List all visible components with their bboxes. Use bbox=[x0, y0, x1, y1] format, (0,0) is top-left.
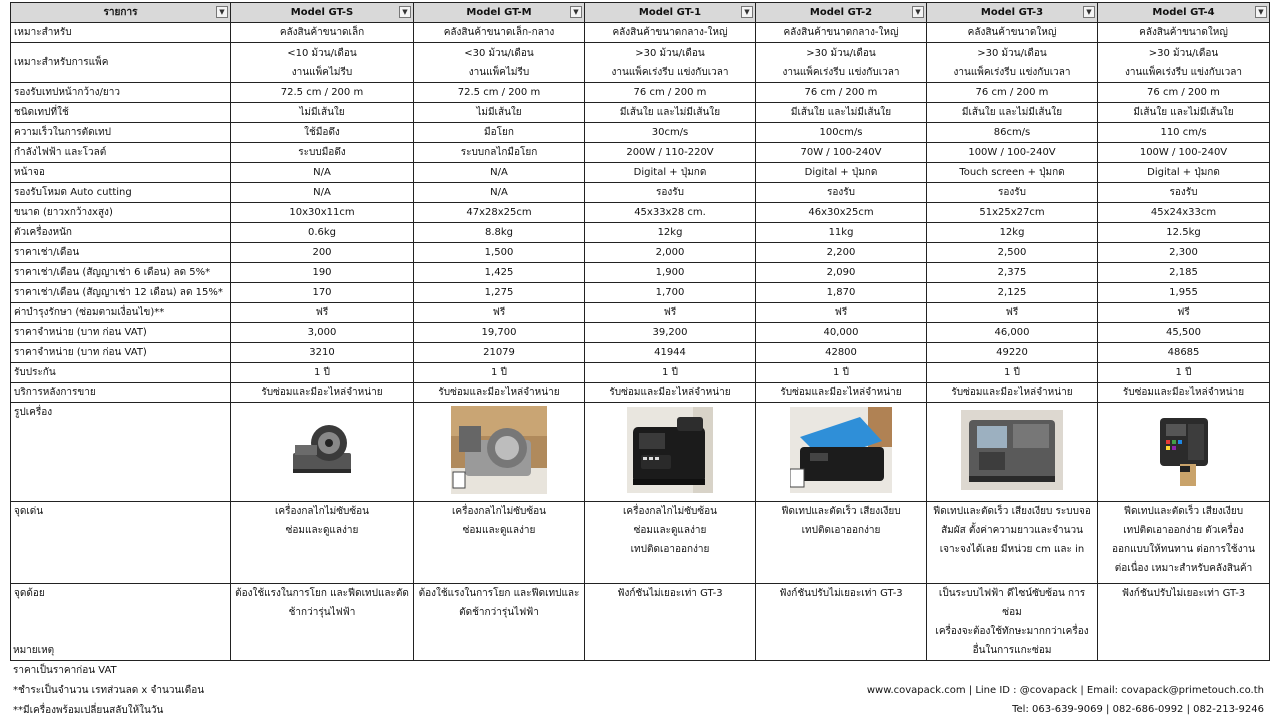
spec-cell: รับซ่อมและมีอะไหล่จำหน่าย bbox=[585, 383, 756, 403]
gt-4-dispenser-image bbox=[1152, 410, 1216, 490]
row-label: กำลังไฟฟ้า และโวลต์ bbox=[11, 143, 231, 163]
spec-cell bbox=[927, 43, 1098, 83]
spec-cell bbox=[585, 43, 756, 83]
spec-row bbox=[11, 303, 1270, 323]
row-label: ขนาด (ยาวxกว้างxสูง) bbox=[11, 203, 231, 223]
filter-dropdown-icon[interactable]: ▼ bbox=[216, 6, 228, 18]
cell-line: >30 ม้วน/เดือน bbox=[806, 47, 876, 59]
cell-line: ฟังก์ชันปรับไม่เยอะเท่า GT-3 bbox=[1121, 588, 1246, 599]
row-label: ชนิดเทปที่ใช้ bbox=[11, 103, 231, 123]
note-line: *ชำระเป็นจำนวน เรทส่วนลด x จำนวนเดือน bbox=[13, 685, 205, 696]
spec-cell: 49220 bbox=[927, 343, 1098, 363]
cell-line: ฟีดเทปและตัดเร็ว เสียงเงียบ ระบบจอ bbox=[933, 506, 1091, 517]
spec-cell: 10x30x11cm bbox=[231, 203, 414, 223]
spec-cell: 1,275 bbox=[414, 283, 585, 303]
spec-row bbox=[11, 123, 1270, 143]
spec-cell: 1 ปี bbox=[756, 363, 927, 383]
spec-cell: ฟรี bbox=[231, 303, 414, 323]
spec-cell: คลังสินค้าขนาดกลาง-ใหญ่ bbox=[756, 23, 927, 43]
cell-line: งานแพ็คเร่งรีบ แข่งกับเวลา bbox=[782, 66, 900, 78]
cell-line: เทปติดเอาออกง่าย bbox=[630, 544, 710, 555]
spec-cell: คลังสินค้าขนาดใหญ่ bbox=[1098, 23, 1270, 43]
gt-3-dispenser-image bbox=[961, 410, 1063, 490]
cell-line: ต่อเนื่อง เหมาะสำหรับคลังสินค้า bbox=[1114, 563, 1253, 574]
spec-row bbox=[11, 103, 1270, 123]
note-line: ราคาเป็นราคาก่อน VAT bbox=[13, 665, 117, 676]
cell-line: เจาะจงได้เลย มีหน่วย cm และ in bbox=[939, 544, 1085, 555]
spec-row bbox=[11, 223, 1270, 243]
cell-line: เครื่องจะต้องใช้ทักษะมากกว่าเครื่อง bbox=[935, 626, 1089, 637]
spec-cell: 1,870 bbox=[756, 283, 927, 303]
spec-cell: 1 ปี bbox=[927, 363, 1098, 383]
spec-cell: 1,955 bbox=[1098, 283, 1270, 303]
spec-cell: ระบบกลไกมือโยก bbox=[414, 143, 585, 163]
cell-line: เทปติดเอาออกง่าย ตัวเครื่อง bbox=[1123, 525, 1244, 536]
spec-cell: มีเส้นใย และไม่มีเส้นใย bbox=[756, 103, 927, 123]
spec-cell: ไม่มีเส้นใย bbox=[231, 103, 414, 123]
spec-cell: 200W / 110-220V bbox=[585, 143, 756, 163]
highlight-cell bbox=[585, 502, 756, 584]
spec-cell: 100cm/s bbox=[756, 123, 927, 143]
row-label: ราคาจำหน่าย (บาท ก่อน VAT) bbox=[11, 323, 231, 343]
drawback-cell bbox=[414, 584, 585, 661]
spec-cell: 48685 bbox=[1098, 343, 1270, 363]
spec-row bbox=[11, 343, 1270, 363]
spec-cell: มีเส้นใย และไม่มีเส้นใย bbox=[927, 103, 1098, 123]
spec-cell: 12kg bbox=[927, 223, 1098, 243]
spec-row bbox=[11, 43, 1270, 83]
machine-image-cell bbox=[756, 403, 927, 502]
cell-line: เครื่องกลไกไม่ซับซ้อน bbox=[274, 506, 370, 517]
spec-cell: N/A bbox=[414, 183, 585, 203]
row-label: รองรับโหมด Auto cutting bbox=[11, 183, 231, 203]
spec-cell: 200 bbox=[231, 243, 414, 263]
spec-cell: ฟรี bbox=[585, 303, 756, 323]
spec-cell: รับซ่อมและมีอะไหล่จำหน่าย bbox=[231, 383, 414, 403]
spec-row bbox=[11, 163, 1270, 183]
gt-2-dispenser-image bbox=[790, 407, 892, 493]
header-model: Model GT-S ▼ bbox=[231, 3, 414, 23]
spec-cell: ฟรี bbox=[1098, 303, 1270, 323]
spec-cell: คลังสินค้าขนาดใหญ่ bbox=[927, 23, 1098, 43]
spec-cell: 51x25x27cm bbox=[927, 203, 1098, 223]
spec-cell: 76 cm / 200 m bbox=[927, 83, 1098, 103]
spec-cell: รับซ่อมและมีอะไหล่จำหน่าย bbox=[756, 383, 927, 403]
spec-cell: 100W / 100-240V bbox=[927, 143, 1098, 163]
spec-cell: N/A bbox=[231, 163, 414, 183]
gt-1-dispenser-image bbox=[627, 407, 713, 493]
cell-line: งานแพ็คเร่งรีบ แข่งกับเวลา bbox=[611, 66, 729, 78]
filter-dropdown-icon[interactable]: ▼ bbox=[1255, 6, 1267, 18]
highlight-cell bbox=[1098, 502, 1270, 584]
spec-row bbox=[11, 383, 1270, 403]
cell-line: งานแพ็คเร่งรีบ แข่งกับเวลา bbox=[1125, 66, 1242, 78]
cell-line: >30 ม้วน/เดือน bbox=[1148, 47, 1219, 59]
cell-line: <30 ม้วน/เดือน bbox=[464, 47, 534, 59]
spec-cell: 39,200 bbox=[585, 323, 756, 343]
spec-cell: 2,000 bbox=[585, 243, 756, 263]
spec-cell: 2,200 bbox=[756, 243, 927, 263]
spec-cell: N/A bbox=[414, 163, 585, 183]
row-label: จุดด้อย bbox=[11, 584, 231, 661]
spec-cell: 41944 bbox=[585, 343, 756, 363]
spec-cell: 11kg bbox=[756, 223, 927, 243]
spec-cell: รับซ่อมและมีอะไหล่จำหน่าย bbox=[927, 383, 1098, 403]
notes-block bbox=[13, 641, 204, 721]
cell-line: เป็นระบบไฟฟ้า ดีไซน์ซับซ้อน การซ่อม bbox=[938, 588, 1086, 618]
spec-row bbox=[11, 83, 1270, 103]
cell-line: เครื่องกลไกไม่ซับซ้อน bbox=[451, 506, 547, 517]
cell-line: ช้ากว่ารุ่นไฟฟ้า bbox=[288, 607, 356, 618]
drawback-cell bbox=[756, 584, 927, 661]
spec-cell: 19,700 bbox=[414, 323, 585, 343]
spec-cell bbox=[1098, 43, 1270, 83]
machine-image-cell bbox=[1098, 403, 1270, 502]
row-label: หน้าจอ bbox=[11, 163, 231, 183]
spec-cell: คลังสินค้าขนาดกลาง-ใหญ่ bbox=[585, 23, 756, 43]
row-label: บริการหลังการขาย bbox=[11, 383, 231, 403]
spec-cell: 1,500 bbox=[414, 243, 585, 263]
spec-cell: 76 cm / 200 m bbox=[1098, 83, 1270, 103]
spec-cell: 72.5 cm / 200 m bbox=[414, 83, 585, 103]
machine-image-row bbox=[11, 403, 1270, 502]
row-label: เหมาะสำหรับการแพ็ค bbox=[11, 43, 231, 83]
contact-block bbox=[867, 681, 1264, 719]
spec-cell: 1,425 bbox=[414, 263, 585, 283]
cell-line: อื่นในการแกะซ่อม bbox=[972, 645, 1052, 656]
spec-row bbox=[11, 243, 1270, 263]
cell-line: ออกแบบให้ทนทาน ต่อการใช้งาน bbox=[1112, 544, 1255, 555]
spec-cell: Digital + ปุ่มกด bbox=[1098, 163, 1270, 183]
spec-cell: ฟรี bbox=[414, 303, 585, 323]
cell-line: ฟังก์ชันปรับไม่เยอะเท่า GT-3 bbox=[779, 588, 903, 599]
note-line: **มีเครื่องพร้อมเปลี่ยนสลับให้ในวัน bbox=[13, 705, 164, 716]
cell-line: ต้องใช้แรงในการโยก และฟีดเทปและตัด bbox=[235, 588, 409, 599]
row-label: รูปเครื่อง bbox=[11, 403, 231, 502]
spec-cell: 110 cm/s bbox=[1098, 123, 1270, 143]
cell-line: สัมผัส ตั้งค่าความยาวและจำนวน bbox=[941, 525, 1083, 536]
spec-cell: 86cm/s bbox=[927, 123, 1098, 143]
highlight-cell bbox=[756, 502, 927, 584]
spec-row bbox=[11, 203, 1270, 223]
spec-cell: 70W / 100-240V bbox=[756, 143, 927, 163]
cell-line: <10 ม้วน/เดือน bbox=[287, 47, 357, 59]
spec-cell: คลังสินค้าขนาดเล็ก bbox=[231, 23, 414, 43]
row-label: ตัวเครื่องหนัก bbox=[11, 223, 231, 243]
comparison-table bbox=[10, 2, 1270, 661]
drawback-cell bbox=[231, 584, 414, 661]
header-model: Model GT-1 ▼ bbox=[585, 3, 756, 23]
cell-line: ฟังก์ชันไม่เยอะเท่า GT-3 bbox=[617, 588, 723, 599]
spec-cell: 3,000 bbox=[231, 323, 414, 343]
spec-cell: 46,000 bbox=[927, 323, 1098, 343]
drawback-cell bbox=[585, 584, 756, 661]
spec-row bbox=[11, 363, 1270, 383]
spec-cell: 2,300 bbox=[1098, 243, 1270, 263]
spec-cell: 170 bbox=[231, 283, 414, 303]
filter-dropdown-icon[interactable]: ▼ bbox=[1083, 6, 1095, 18]
spec-cell: รองรับ bbox=[927, 183, 1098, 203]
row-label: ราคาเช่า/เดือน (สัญญาเช่า 6 เดือน) ลด 5%* bbox=[11, 263, 231, 283]
cell-line: งานแพ็คไม่รีบ bbox=[468, 66, 530, 78]
spec-cell: 12.5kg bbox=[1098, 223, 1270, 243]
header-model: Model GT-M ▼ bbox=[414, 3, 585, 23]
cell-line: ซ่อมและดูแลง่าย bbox=[285, 525, 359, 536]
filter-dropdown-icon[interactable]: ▼ bbox=[399, 6, 411, 18]
filter-dropdown-icon[interactable]: ▼ bbox=[912, 6, 924, 18]
spec-cell: 2,375 bbox=[927, 263, 1098, 283]
filter-dropdown-icon[interactable]: ▼ bbox=[570, 6, 582, 18]
spec-cell: 40,000 bbox=[756, 323, 927, 343]
spec-cell: 100W / 100-240V bbox=[1098, 143, 1270, 163]
gt-s-dispenser-image bbox=[287, 415, 357, 485]
spec-cell: 2,185 bbox=[1098, 263, 1270, 283]
row-label: รองรับเทปหน้ากว้าง/ยาว bbox=[11, 83, 231, 103]
row-label: เหมาะสำหรับ bbox=[11, 23, 231, 43]
gt-m-dispenser-image bbox=[451, 406, 547, 494]
spec-cell: 1,700 bbox=[585, 283, 756, 303]
spec-row bbox=[11, 143, 1270, 163]
spec-cell: 42800 bbox=[756, 343, 927, 363]
spec-cell: 1 ปี bbox=[414, 363, 585, 383]
spec-cell: 0.6kg bbox=[231, 223, 414, 243]
row-label: ราคาเช่า/เดือน bbox=[11, 243, 231, 263]
spec-cell: N/A bbox=[231, 183, 414, 203]
row-label: จุดเด่น bbox=[11, 502, 231, 584]
spec-cell: Digital + ปุ่มกด bbox=[585, 163, 756, 183]
spec-cell: 46x30x25cm bbox=[756, 203, 927, 223]
header-model: Model GT-2 ▼ bbox=[756, 3, 927, 23]
spec-cell bbox=[414, 43, 585, 83]
spec-cell: 45,500 bbox=[1098, 323, 1270, 343]
spec-row bbox=[11, 183, 1270, 203]
highlights-row bbox=[11, 502, 1270, 584]
cell-line: >30 ม้วน/เดือน bbox=[977, 47, 1047, 59]
machine-image-cell bbox=[414, 403, 585, 502]
header-label: รายการ ▼ bbox=[11, 3, 231, 23]
spec-cell: คลังสินค้าขนาดเล็ก-กลาง bbox=[414, 23, 585, 43]
spec-cell: 2,125 bbox=[927, 283, 1098, 303]
spec-cell: ฟรี bbox=[927, 303, 1098, 323]
spec-cell: รองรับ bbox=[585, 183, 756, 203]
spec-cell: 8.8kg bbox=[414, 223, 585, 243]
cell-line: งานแพ็คเร่งรีบ แข่งกับเวลา bbox=[953, 66, 1071, 78]
spec-row bbox=[11, 323, 1270, 343]
machine-image-cell bbox=[927, 403, 1098, 502]
drawback-cell bbox=[927, 584, 1098, 661]
header-model: Model GT-3 ▼ bbox=[927, 3, 1098, 23]
highlight-cell bbox=[414, 502, 585, 584]
spec-cell: 3210 bbox=[231, 343, 414, 363]
spec-cell: 30cm/s bbox=[585, 123, 756, 143]
cell-line: ต้องใช้แรงในการโยก และฟีดเทปและ bbox=[418, 588, 580, 599]
spec-row bbox=[11, 283, 1270, 303]
contact-tel-line: Tel: 063-639-9069 | 082-686-0992 | 082-213-9246 bbox=[1012, 704, 1264, 715]
spec-cell: รับซ่อมและมีอะไหล่จำหน่าย bbox=[1098, 383, 1270, 403]
cell-line: ฟีดเทปและตัดเร็ว เสียงเงียบ bbox=[1123, 506, 1244, 517]
spec-cell: Touch screen + ปุ่มกด bbox=[927, 163, 1098, 183]
spec-cell: 1,900 bbox=[585, 263, 756, 283]
spec-cell: 190 bbox=[231, 263, 414, 283]
spec-cell: 2,500 bbox=[927, 243, 1098, 263]
header-model: Model GT-4 ▼ bbox=[1098, 3, 1270, 23]
highlight-cell bbox=[927, 502, 1098, 584]
spec-cell: 1 ปี bbox=[1098, 363, 1270, 383]
cell-line: ซ่อมและดูแลง่าย bbox=[633, 525, 707, 536]
spec-cell: 1 ปี bbox=[585, 363, 756, 383]
row-label: ความเร็วในการตัดเทป bbox=[11, 123, 231, 143]
spec-cell: 45x33x28 cm. bbox=[585, 203, 756, 223]
spec-cell: มีเส้นใย และไม่มีเส้นใย bbox=[1098, 103, 1270, 123]
spec-cell: 72.5 cm / 200 m bbox=[231, 83, 414, 103]
row-label: รับประกัน bbox=[11, 363, 231, 383]
cell-line: เครื่องกลไกไม่ซับซ้อน bbox=[622, 506, 718, 517]
row-label: ค่าบำรุงรักษา (ซ่อมตามเงื่อนไข)** bbox=[11, 303, 231, 323]
cell-line: ซ่อมและดูแลง่าย bbox=[462, 525, 536, 536]
spec-cell: 76 cm / 200 m bbox=[756, 83, 927, 103]
spec-row bbox=[11, 23, 1270, 43]
spec-cell: ใช้มือดึง bbox=[231, 123, 414, 143]
spec-cell: 76 cm / 200 m bbox=[585, 83, 756, 103]
spec-cell: 12kg bbox=[585, 223, 756, 243]
row-label: ราคาเช่า/เดือน (สัญญาเช่า 12 เดือน) ลด 15%* bbox=[11, 283, 231, 303]
spec-cell: รองรับ bbox=[1098, 183, 1270, 203]
contact-web-line: www.covapack.com | Line ID : @covapack | Email: covapack@primetouch.co.th bbox=[866, 685, 1264, 696]
cell-line: >30 ม้วน/เดือน bbox=[635, 47, 705, 59]
machine-image-cell bbox=[231, 403, 414, 502]
highlight-cell bbox=[231, 502, 414, 584]
spec-cell: 45x24x33cm bbox=[1098, 203, 1270, 223]
spec-cell: Digital + ปุ่มกด bbox=[756, 163, 927, 183]
spec-cell: 2,090 bbox=[756, 263, 927, 283]
spec-row bbox=[11, 263, 1270, 283]
spec-cell: ระบบมือดึง bbox=[231, 143, 414, 163]
spec-cell: มือโยก bbox=[414, 123, 585, 143]
cell-line: ตัดช้ากว่ารุ่นไฟฟ้า bbox=[459, 607, 539, 618]
notes-title: หมายเหตุ bbox=[13, 645, 55, 656]
header-row bbox=[11, 3, 1270, 23]
spec-cell bbox=[756, 43, 927, 83]
spec-cell: รับซ่อมและมีอะไหล่จำหน่าย bbox=[414, 383, 585, 403]
spec-cell: มีเส้นใย และไม่มีเส้นใย bbox=[585, 103, 756, 123]
spec-cell: 1 ปี bbox=[231, 363, 414, 383]
drawback-cell bbox=[1098, 584, 1270, 661]
row-label: ราคาจำหน่าย (บาท ก่อน VAT) bbox=[11, 343, 231, 363]
spec-cell: 47x28x25cm bbox=[414, 203, 585, 223]
spec-cell: 21079 bbox=[414, 343, 585, 363]
cell-line: เทปติดเอาออกง่าย bbox=[801, 525, 881, 536]
cell-line: งานแพ็คไม่รีบ bbox=[291, 66, 353, 78]
machine-image-cell bbox=[585, 403, 756, 502]
spec-cell: ฟรี bbox=[756, 303, 927, 323]
filter-dropdown-icon[interactable]: ▼ bbox=[741, 6, 753, 18]
spec-cell bbox=[231, 43, 414, 83]
cell-line: ฟีดเทปและตัดเร็ว เสียงเงียบ bbox=[781, 506, 901, 517]
spec-cell: รองรับ bbox=[756, 183, 927, 203]
spec-cell: ไม่มีเส้นใย bbox=[414, 103, 585, 123]
